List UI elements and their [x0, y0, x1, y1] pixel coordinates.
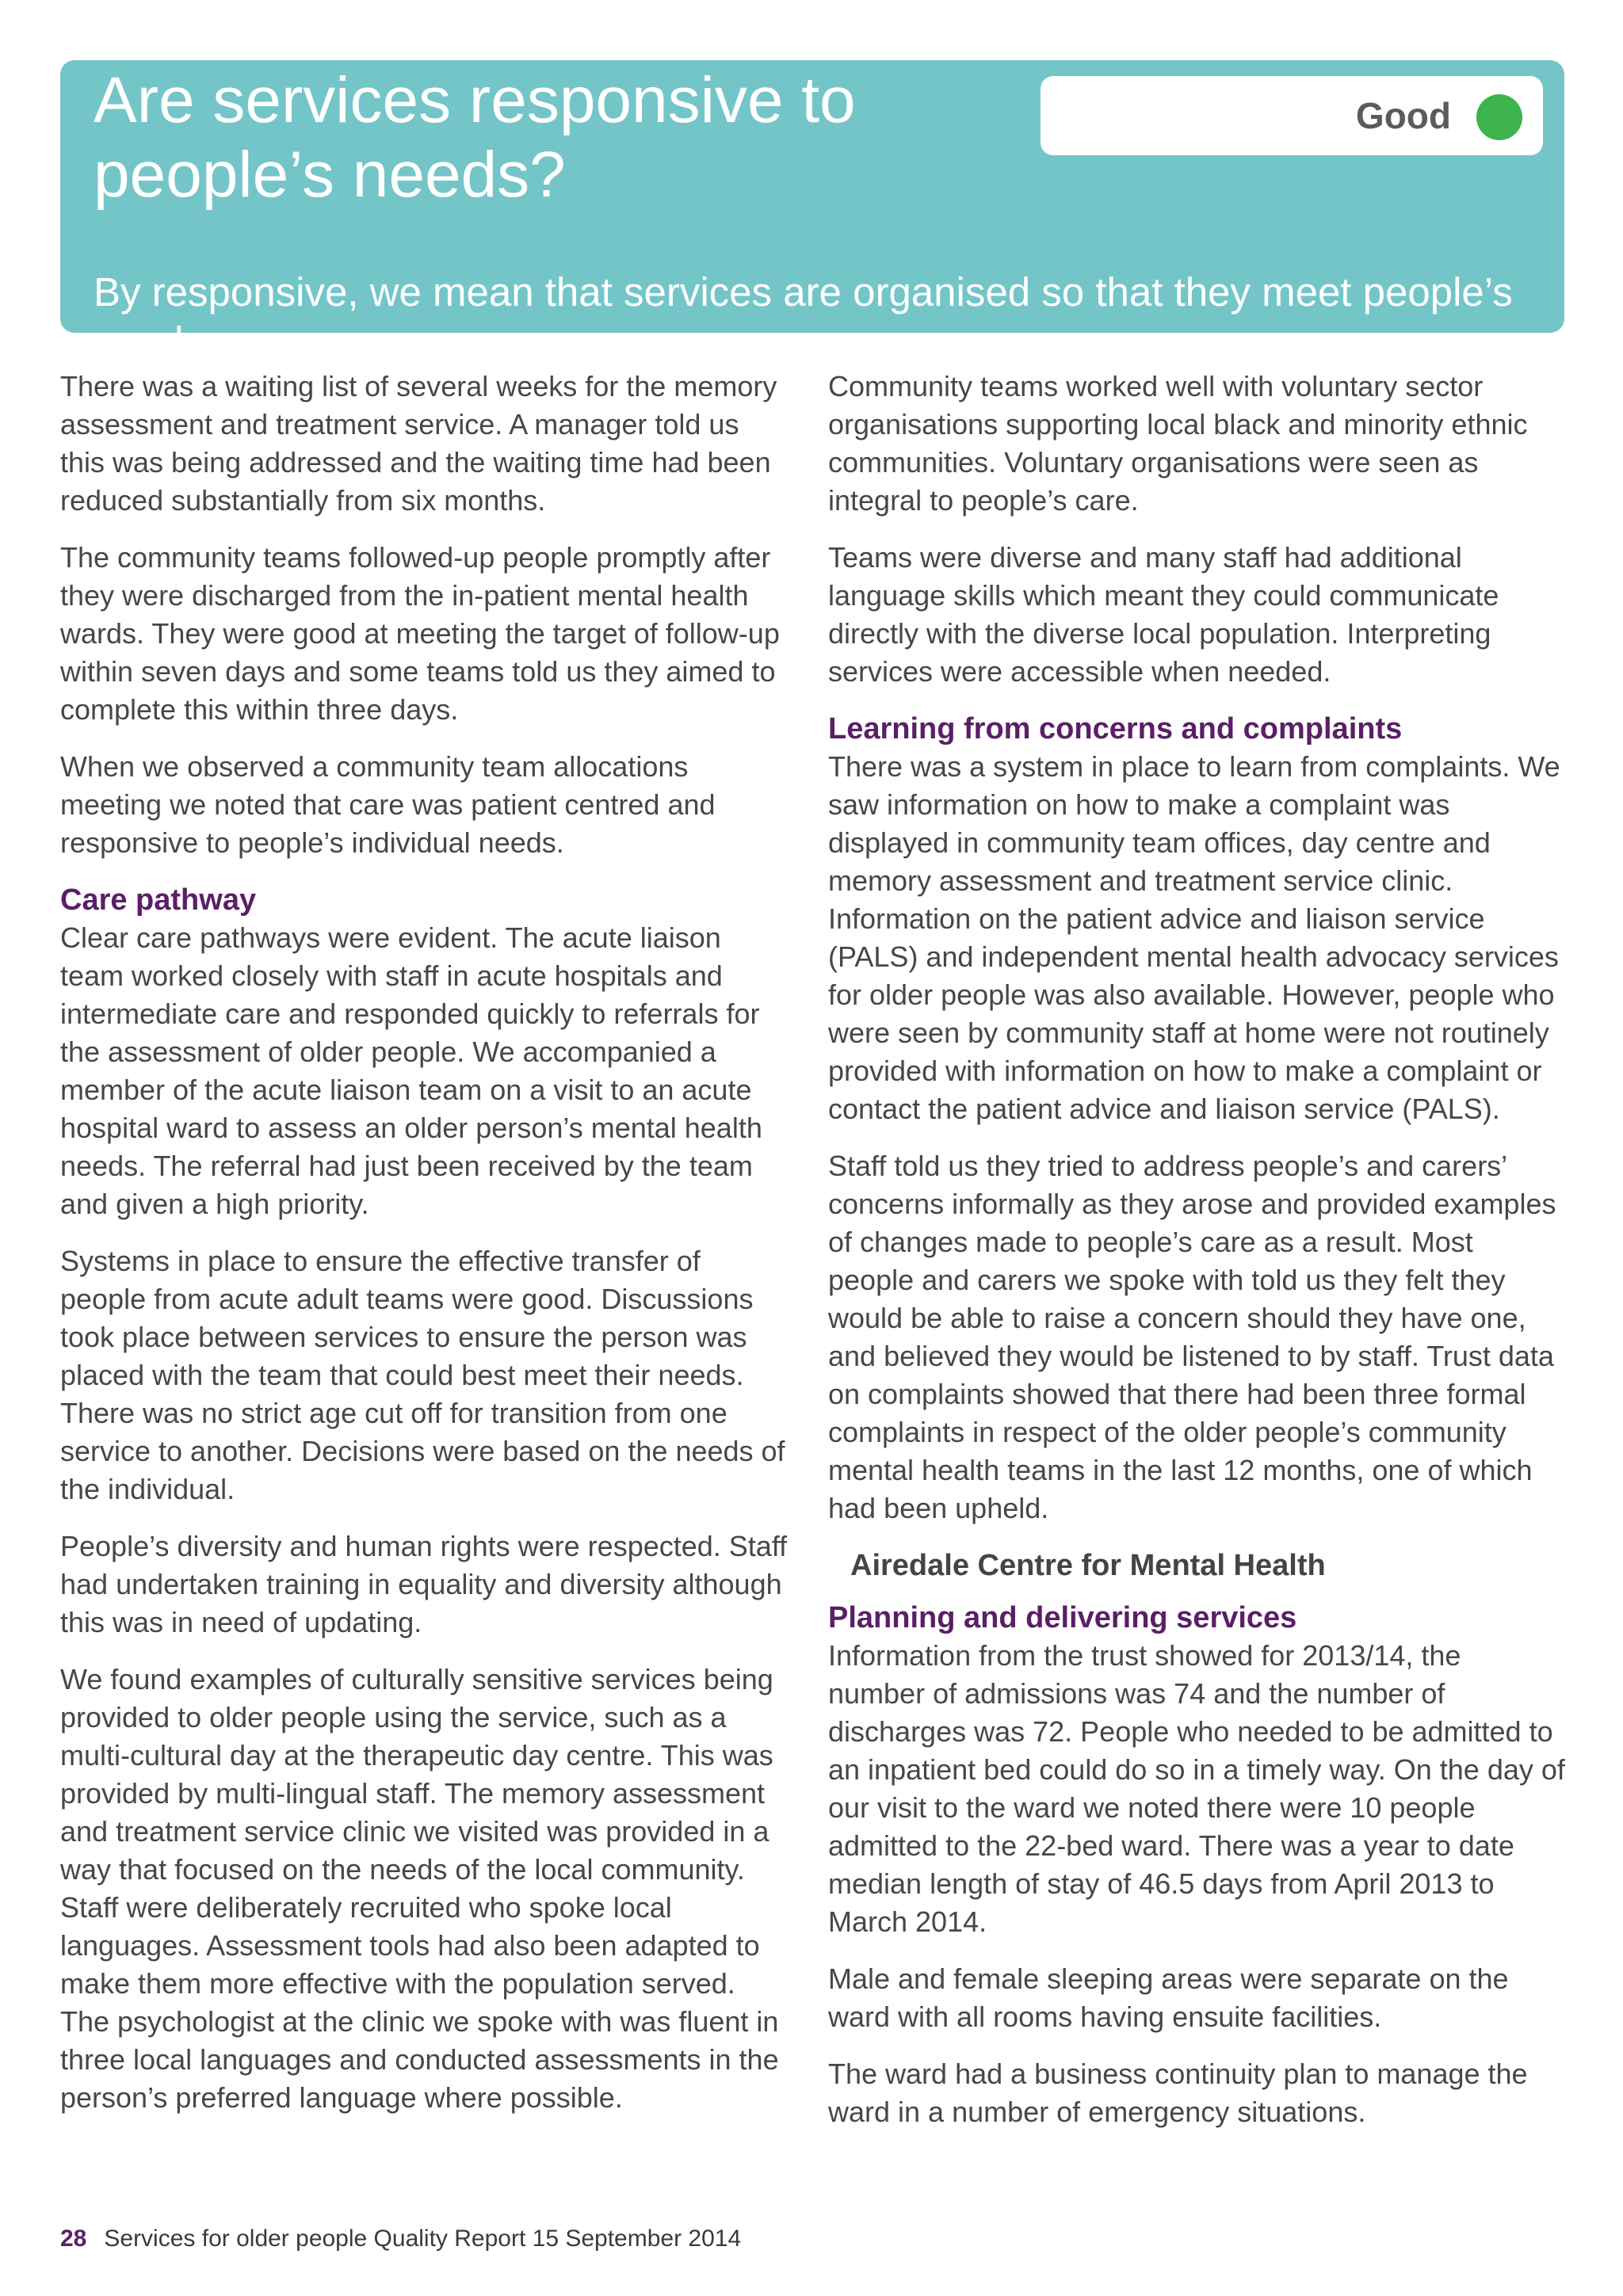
heading-learning-from-complaints: Learning from concerns and complaints	[828, 712, 1403, 746]
heading-planning-services: Planning and delivering services	[828, 1601, 1297, 1634]
left-column	[60, 368, 789, 2136]
page-number: 28	[60, 2225, 87, 2252]
paragraph: There was a waiting list of several weeks for the memory assessment and treatment service. A manager told us this was being addressed and the waiting time had been reduced substantially from six months.	[60, 370, 777, 517]
heading-airedale-centre: Airedale Centre for Mental Health	[850, 1549, 1326, 1582]
paragraph: When we observed a community team allocations meeting we noted that care was patient centred and responsive to people’s individual needs.	[60, 750, 716, 859]
page-footer	[60, 2223, 741, 2255]
paragraph: Systems in place to ensure the effective transfer of people from acute adult teams were good. Discussions took place between services to ensure the person was placed with the team that could best meet their needs. There was no strict age cut off for transition from one service to another. Decisions were based on the needs of the individual.	[60, 1245, 785, 1505]
rating-label: Good	[1355, 95, 1451, 136]
rating-dot-icon	[1476, 94, 1522, 140]
page-subtitle: By responsive, we mean that services are organised so that they meet people’s needs.	[94, 269, 1513, 364]
paragraph: Information from the trust showed for 2013/14, the number of admissions was 74 and the number of discharges was 72. People who needed to be admitted to an inpatient bed could do so in a timely way. On the day of our visit to the ward we noted there were 10 people admitted to the 22-bed ward. There was a year to date median length of stay of 46.5 days from April 2013 to March 2014.	[828, 1639, 1565, 1938]
right-column	[828, 368, 1565, 2150]
paragraph: We found examples of culturally sensitive services being provided to older people using the service, such as a multi-cultural day at the therapeutic day centre. This was provided by multi-lingual staff. The memory assessment and treatment service clinic we visited was provided in a way that focused on the needs of the local community. Staff were deliberately recruited who spoke local languages. Assessment tools had also been adapted to make them more effective with the population served. The psychologist at the clinic we spoke with was fluent in three local languages and conducted assessments in the person’s preferred language where possible.	[60, 1663, 779, 2114]
paragraph: Community teams worked well with voluntary sector organisations supporting local black and minority ethnic communities. Voluntary organisations were seen as integral to people’s care.	[828, 370, 1528, 517]
paragraph: The ward had a business continuity plan to manage the ward in a number of emergency situations.	[828, 2058, 1528, 2128]
paragraph: The community teams followed-up people promptly after they were discharged from the in-patient mental health wards. They were good at meeting the target of follow-up within seven days and some teams told us they aimed to complete this within three days.	[60, 541, 780, 726]
rating-badge	[1041, 76, 1543, 155]
paragraph: Teams were diverse and many staff had additional language skills which meant they could communicate directly with the diverse local population. Interpreting services were accessible when needed.	[828, 541, 1499, 688]
paragraph: There was a system in place to learn from complaints. We saw information on how to make a complaint was displayed in community team offices, day centre and memory assessment and treatment service clinic. Information on the patient advice and liaison service (PALS) and independent mental health advocacy services for older people was also available. However, people who were seen by community staff at home were not routinely provided with information on how to make a complaint or contact the patient advice and liaison service (PALS).	[828, 750, 1560, 1125]
paragraph: Staff told us they tried to address people’s and carers’ concerns informally as they arose and provided examples of changes made to people’s care as a result. Most people and carers we spoke with told us they felt they would be able to raise a concern should they have one, and believed they would be listened to by staff. Trust data on complaints showed that there had been three formal complaints in respect of the older people’s community mental health teams in the last 12 months, one of which had been upheld.	[828, 1150, 1556, 1524]
footer-text: Services for older people Quality Report 15 September 2014	[104, 2225, 742, 2252]
section-header	[60, 60, 1564, 364]
paragraph: Clear care pathways were evident. The acute liaison team worked closely with staff in acute hospitals and intermediate care and responded quickly to referrals for the assessment of older people. We accompanied a member of the acute liaison team on a visit to an acute hospital ward to assess an older person’s mental health needs. The referral had just been received by the team and given a high priority.	[60, 921, 762, 1220]
heading-care-pathway: Care pathway	[60, 883, 257, 917]
paragraph: People’s diversity and human rights were respected. Staff had undertaken training in equality and diversity although this was in need of updating.	[60, 1530, 788, 1638]
page-title: Are services responsive to people’s needs?	[94, 64, 856, 211]
paragraph: Male and female sleeping areas were separate on the ward with all rooms having ensuite facilities.	[828, 1962, 1509, 2033]
